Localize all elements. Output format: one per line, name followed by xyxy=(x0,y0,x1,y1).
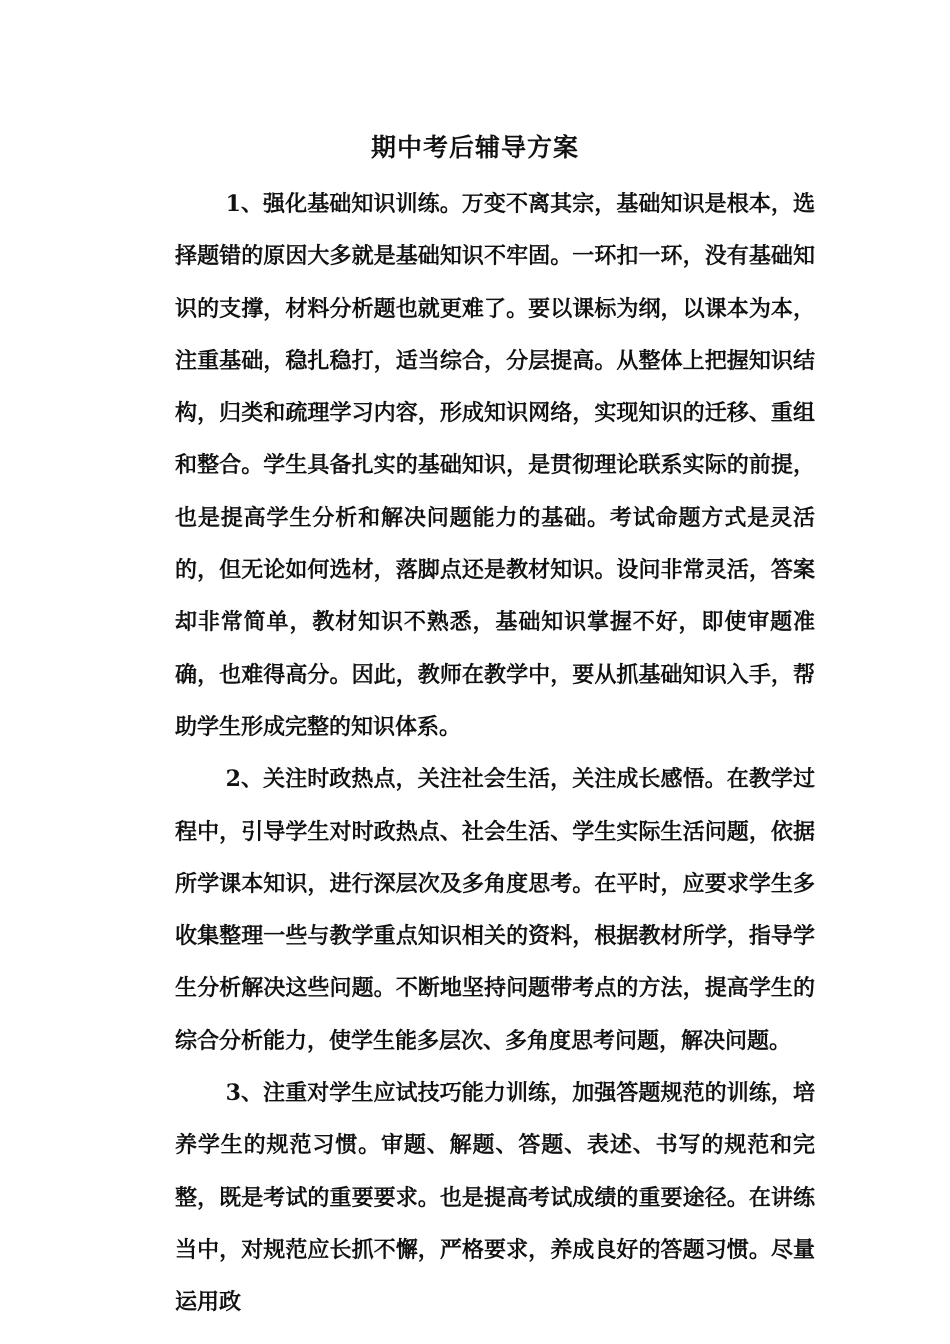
document-body xyxy=(175,178,815,1329)
paragraph-2: 2、关注时政热点，关注社会生活，关注成长感悟。在教学过程中，引导学生对时政热点、社会生活、学生实际生活问题，依据所学课本知识，进行深层次及多角度思考。在平时，应要求学生多收集整理一些与教学重点知识相关的资料，根据教材所学，指导学生分析解决这些问题。不断地坚持问题带考点的方法，提高学生的综合分析能力，使学生能多层次、多角度思考问题，解决问题。 xyxy=(175,766,815,1054)
paragraph-1: 1、强化基础知识训练。万变不离其宗，基础知识是根本，选择题错的原因大多就是基础知识不牢固。一环扣一环，没有基础知识的支撑，材料分析题也就更难了。要以课标为纲，以课本为本，注重基础，稳扎稳打，适当综合，分层提高。从整体上把握知识结构，归类和疏理学习内容，形成知识网络，实现知识的迁移、重组和整合。学生具备扎实的基础知识，是贯彻理论联系实际的前提，也是提高学生分析和解决问题能力的基础。考试命题方式是灵活的，但无论如何选材，落脚点还是教材知识。设问非常灵活，答案却非常简单，教材知识不熟悉，基础知识掌握不好，即使审题准确，也难得高分。因此，教师在教学中，要从抓基础知识入手，帮助学生形成完整的知识体系。 xyxy=(175,191,815,740)
document-title: 期中考后辅导方案 xyxy=(370,133,579,162)
paragraph-3: 3、注重对学生应试技巧能力训练，加强答题规范的训练，培养学生的规范习惯。审题、解题、答题、表述、书写的规范和完整，既是考试的重要要求。也是提高考试成绩的重要途径。在讲练当中，对规范应长抓不懈，严格要求，养成良好的答题习惯。尽量运用政 xyxy=(175,1080,815,1316)
